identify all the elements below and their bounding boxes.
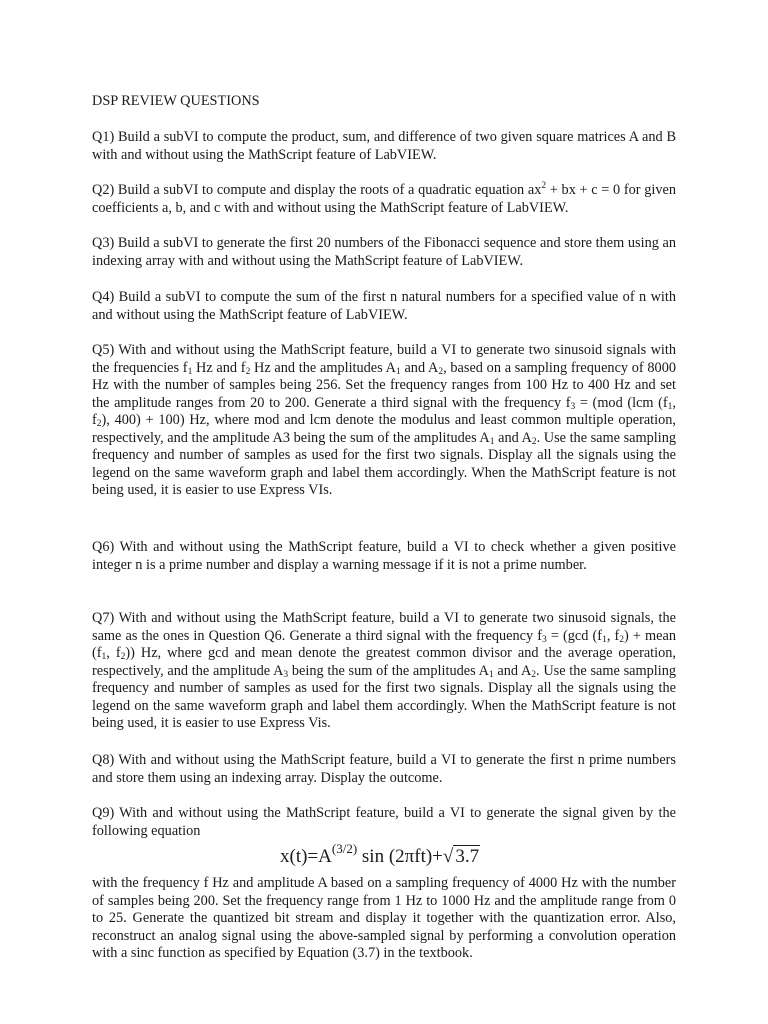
question-2: Q2) Build a subVI to compute and display the roots of a quadratic equation $ax^2$ + bx + c = 0 for given coefficients a, b, and c with and without using the MathScript feature of LabVIEW. [92,181,676,216]
question-1: Q1) Build a subVI to compute the product, sum, and difference of two given square matrices A and B with and without using the MathScript feature of LabVIEW. [92,129,676,163]
question-7: Q7) With and without using the MathScript feature, build a VI to generate two sinusoid signals, the same as the ones in Question Q6. Generate a third signal with the frequency $f_3 = (\gcd$ ($f_1$, $f_2$) + mean ($f_1$, $f_2$)) Hz, where gcd and mean denote the greatest common divisor and the average operation, respectively, and the amplitude $A_3$ being the sum of the amplitudes $A_1$ and $A_2$. Use the same sampling frequency and number of samples as used for the first two signals. Display all the signals using the legend on the same waveform graph and label them accordingly. When the MathScript feature is not being used, it is easier to use Express Vis. [92,610,676,731]
signal-equation: $x(t)=A^{(3/2)}$ sin (2πft)+√ 3.7 [280,841,480,867]
question-3: Q3) Build a subVI to generate the first 20 numbers of the Fibonacci sequence and store them using an indexing array with and without using the MathScript feature of LabVIEW. [92,235,676,269]
question-9-intro: Q9) With and without using the MathScript feature, build a VI to generate the signal given by the following equation [92,805,676,839]
question-8: Q8) With and without using the MathScript feature, build a VI to generate the first n prime numbers and store them using an indexing array. Display the outcome. [92,752,676,786]
square-root-sign: √ 3.7 [442,846,480,867]
question-4: Q4) Build a subVI to compute the sum of the first n natural numbers for a specified value of n with and without using the MathScript feature of LabVIEW. [92,289,676,323]
document-title: DSP REVIEW QUESTIONS [92,93,260,109]
question-6: Q6) With and without using the MathScript feature, build a VI to check whether a given positive integer n is a prime number and display a warning message if it is not a prime number. [92,539,676,573]
question-5: Q5) With and without using the MathScript feature, build a VI to generate two sinusoid signals with the frequencies $f_1$ Hz and $f_2$ Hz and the amplitudes $A_1$ and $A_2$, based on a sampling frequency of 8000 Hz with the number of samples being 256. Set the frequency ranges from 100 Hz to 400 Hz and set the amplitude ranges from 20 to 200. Generate a third signal with the frequency $f_3 = (mod$ (lcm ($f_1$, $f_2$), 400) + 100) Hz, where mod and lcm denote the modulus and least common multiple operation, respectively, and the amplitude A3 being the sum of the amplitudes $A_1$ and $A_2$. Use the same sampling frequency and number of samples as used for the first two signals. Display all the signals using the legend on the same waveform graph and label them accordingly. When the MathScript feature is not being used, it is easier to use Express VIs. [92,342,677,498]
question-9-body: with the frequency f Hz and amplitude A based on a sampling frequency of 4000 Hz with the number of samples being 200. Set the frequency range from 1 Hz to 1000 Hz and the amplitude range from 0 to 25. Generate the quantized bit stream and display it together with the quantization error. Also, reconstruct an analog signal using the above-sampled signal by performing a convolution operation with a sinc function as specified by Equation (3.7) in the textbook. [92,875,676,961]
